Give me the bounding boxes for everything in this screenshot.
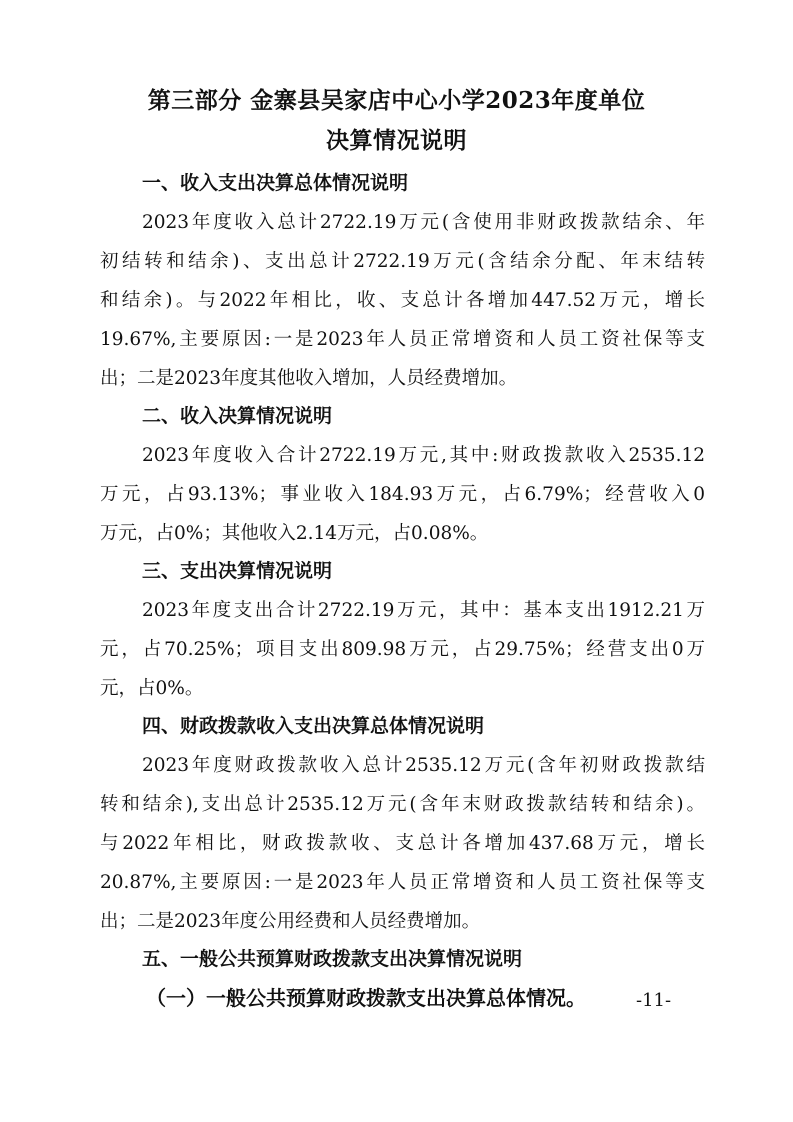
s2-line-2: 万元，占93.13%；事业收入184.93万元，占6.79%；经营收入0 (100, 484, 705, 505)
s4-line-3: 与2022年相比，财政拨款收、支总计各增加437.68万元，增长 (100, 833, 705, 854)
s1-line-3: 和结余)。与2022年相比，收、支总计各增加447.52万元，增长 (100, 290, 705, 311)
s3-line-2: 元，占70.25%；项目支出809.98万元，占29.75%；经营支出0万 (100, 639, 705, 660)
document-subtitle: 决算情况说明 (326, 127, 467, 154)
section-2-heading: 二、收入决算情况说明 (142, 405, 333, 427)
s1-line-2: 初结转和结余)、支出总计2722.19万元(含结余分配、年末结转 (100, 251, 705, 272)
s1-line-5: 出；二是2023年度其他收入增加，人员经费增加。 (100, 368, 518, 389)
s1-line-4: 19.67%,主要原因:一是2023年人员正常增资和人员工资社保等支 (100, 329, 705, 350)
s2-line-3: 万元，占0%；其他收入2.14万元，占0.08%。 (100, 523, 489, 544)
s1-line-1: 2023年度收入总计2722.19万元(含使用非财政拨款结余、年 (142, 212, 705, 233)
section-1-heading: 一、收入支出决算总体情况说明 (142, 172, 409, 194)
document-title: 第三部分 金寨县吴家店中心小学2023年度单位 (147, 87, 646, 114)
section-5-heading: 五、一般公共预算财政拨款支出决算情况说明 (142, 948, 523, 970)
s4-line-2: 转和结余),支出总计2535.12万元(含年末财政拨款结转和结余)。 (100, 794, 705, 815)
s3-line-3: 元，占0%。 (100, 678, 204, 699)
s4-line-1: 2023年度财政拨款收入总计2535.12万元(含年初财政拨款结 (142, 755, 705, 776)
section-3-heading: 三、支出决算情况说明 (142, 560, 333, 582)
s2-line-1: 2023年度收入合计2722.19万元,其中:财政拨款收入2535.12 (142, 445, 705, 466)
s3-line-1: 2023年度支出合计2722.19万元，其中：基本支出1912.21万 (142, 600, 705, 621)
s4-line-4: 20.87%,主要原因:一是2023年人员正常增资和人员工资社保等支 (100, 872, 705, 893)
section-4-heading: 四、财政拨款收入支出决算总体情况说明 (142, 715, 485, 737)
page-number: -11- (636, 990, 672, 1011)
section-5-subheading: （一）一般公共预算财政拨款支出决算总体情况。 (146, 986, 586, 1010)
s4-line-5: 出；二是2023年度公用经费和人员经费增加。 (100, 911, 481, 932)
